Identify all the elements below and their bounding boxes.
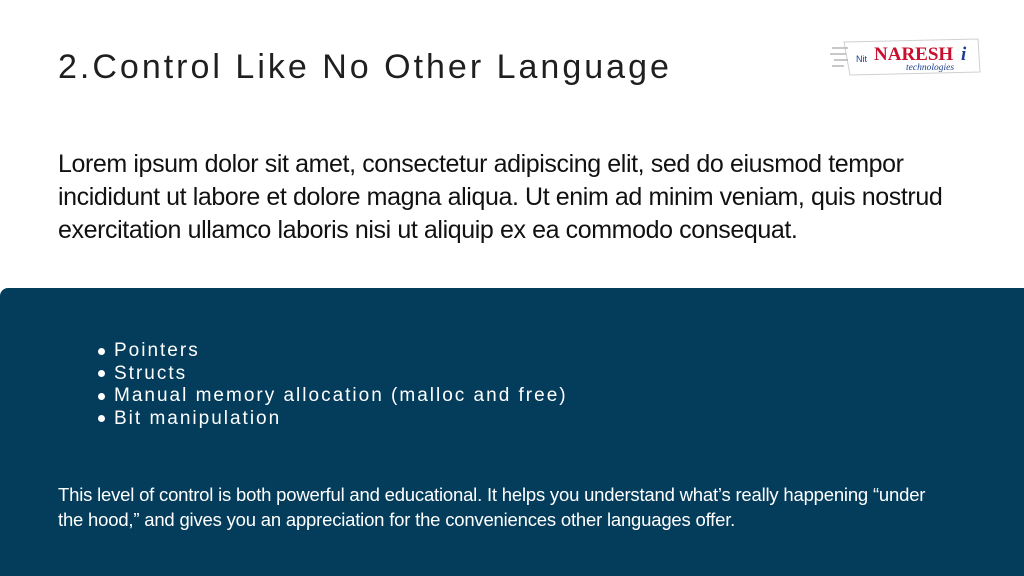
bullet-icon [98, 370, 105, 377]
bullet-icon [98, 393, 105, 400]
bullet-icon [98, 348, 105, 355]
list-item [98, 340, 568, 363]
list-item [98, 385, 568, 408]
logo-brand: NARESH [874, 44, 954, 65]
bullet-icon [98, 415, 105, 422]
logo-prefix: Nit [856, 54, 867, 64]
list-item [98, 363, 568, 386]
naresh-technologies-logo [830, 36, 982, 78]
list-item [98, 408, 568, 431]
list-item-label: Bit manipulation [114, 407, 282, 429]
list-item-label: Manual memory allocation (malloc and free) [114, 385, 568, 406]
logo-brand-suffix: i [961, 44, 967, 65]
logo-tagline: technologies [906, 63, 955, 73]
slide-title: 2.Control Like No Other Language [58, 48, 672, 86]
logo-graphic [830, 36, 982, 78]
intro-paragraph: Lorem ipsum dolor sit amet, consectetur adipiscing elit, sed do eiusmod tempor incididunt ut labore et dolore magna aliqua. Ut enim ad minim veniam, quis nostrud exercitation ullamco laboris nisi ut aliquip ex ea commodo consequat. [58, 150, 943, 244]
list-item-label: Structs [114, 362, 188, 384]
content-panel [0, 288, 1024, 576]
list-item-label: Pointers [114, 340, 200, 361]
feature-list [98, 340, 568, 430]
summary-paragraph: This level of control is both powerful and educational. It helps you understand what’s really happening “under the hood,” and gives you an appreciation for the conveniences other languages offer. [58, 484, 926, 530]
